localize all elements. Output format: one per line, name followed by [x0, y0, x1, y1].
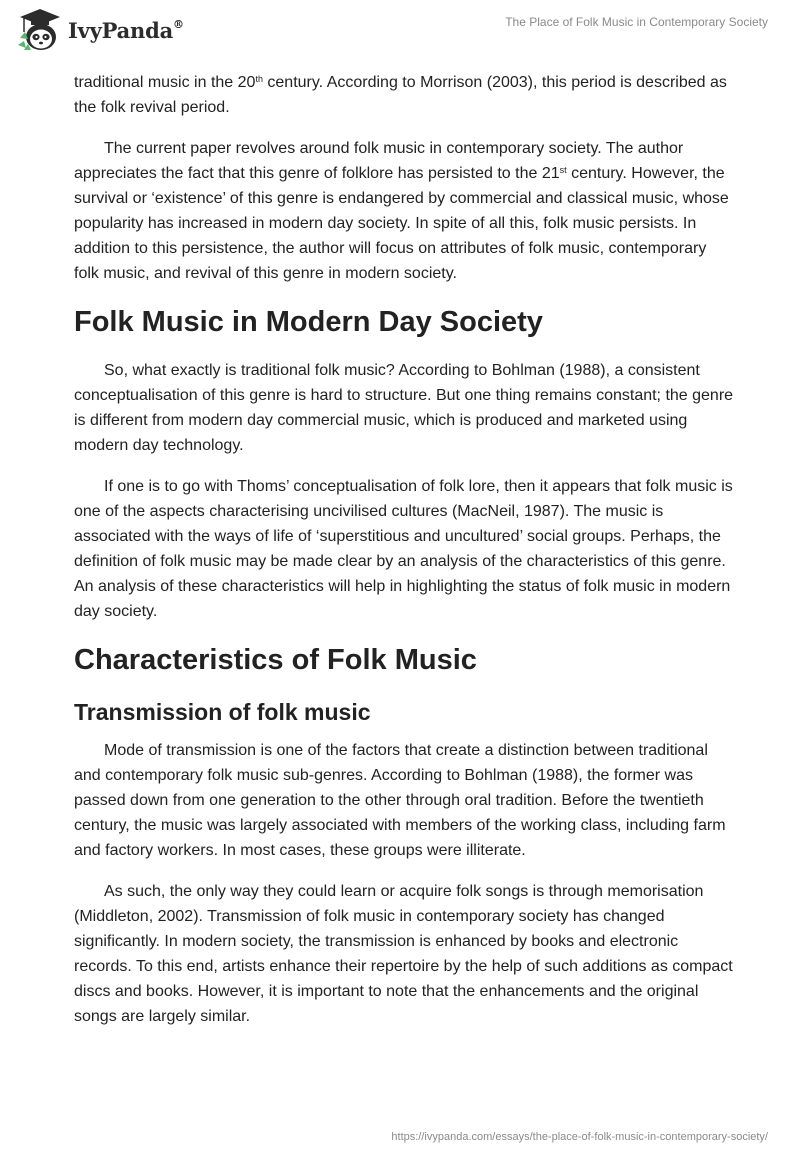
- brand-logo[interactable]: [16, 8, 184, 52]
- paragraph-memorisation: As such, the only way they could learn or acquire folk songs is through memorisation (Middleton, 2002). Transmission of folk music in contemporary society has changed significantly. In modern society, the transmission is enhanced by books and electronic records. To this end, artists enhance their repertoire by the help of such additions as compact discs and books. However, it is important to note that the enhancements and the original songs are largely similar.: [74, 883, 733, 1025]
- paragraph-thoms-conceptualisation: If one is to go with Thoms’ conceptualisation of folk lore, then it appears that folk music is one of the aspects characterising uncivilised cultures (MacNeil, 1987). The music is associated with the ways of life of ‘superstitious and uncultured’ social groups. Perhaps, the definition of folk music may be made clear by an analysis of the characteristics of this genre. An analysis of these characteristics will help in highlighting the status of folk music in modern day society.: [74, 478, 733, 620]
- document-title: The Place of Folk Music in Contemporary Society: [505, 15, 768, 29]
- source-url[interactable]: https://ivypanda.com/essays/the-place-of-folk-music-in-contemporary-society/: [391, 1131, 768, 1143]
- paragraph-paper-overview: The current paper revolves around folk music in contemporary society. The author appreciates the fact that this genre of folklore has persisted to the 21st century. However, the survival or ‘existence’ of this genre is endangered by commercial and classical music, whose popularity has increased in modern day society. In spite of all this, folk music persists. In addition to this persistence, the author will focus on attributes of folk music, contemporary folk music, and revival of this genre in modern society.: [74, 140, 729, 282]
- brand-name: IvyPanda®: [68, 17, 184, 43]
- section-heading-characteristics: Characteristics of Folk Music: [74, 644, 477, 676]
- paragraph-what-is-folk: So, what exactly is traditional folk music? According to Bohlman (1988), a consistent conceptualisation of this genre is hard to structure. But one thing remains constant; the genre is different from modern day commercial music, which is produced and marketed using modern day technology.: [74, 362, 734, 454]
- page-header: [0, 0, 800, 70]
- subsection-heading-transmission: Transmission of folk music: [74, 699, 371, 725]
- panda-graduate-logo-icon: [16, 8, 64, 52]
- paragraph-intro-continued: traditional music in the 20th century. According to Morrison (2003), this period is described as the folk revival period.: [74, 74, 727, 116]
- section-heading-modern-day: Folk Music in Modern Day Society: [74, 306, 543, 338]
- paragraph-mode-of-transmission: Mode of transmission is one of the factors that create a distinction between traditional and contemporary folk music sub-genres. According to Bohlman (1988), the former was passed down from one generation to the other through oral tradition. Before the twentieth century, the music was largely associated with members of the working class, including farm and factory workers. In most cases, these groups were illiterate.: [74, 742, 726, 859]
- article-body: [74, 70, 734, 1045]
